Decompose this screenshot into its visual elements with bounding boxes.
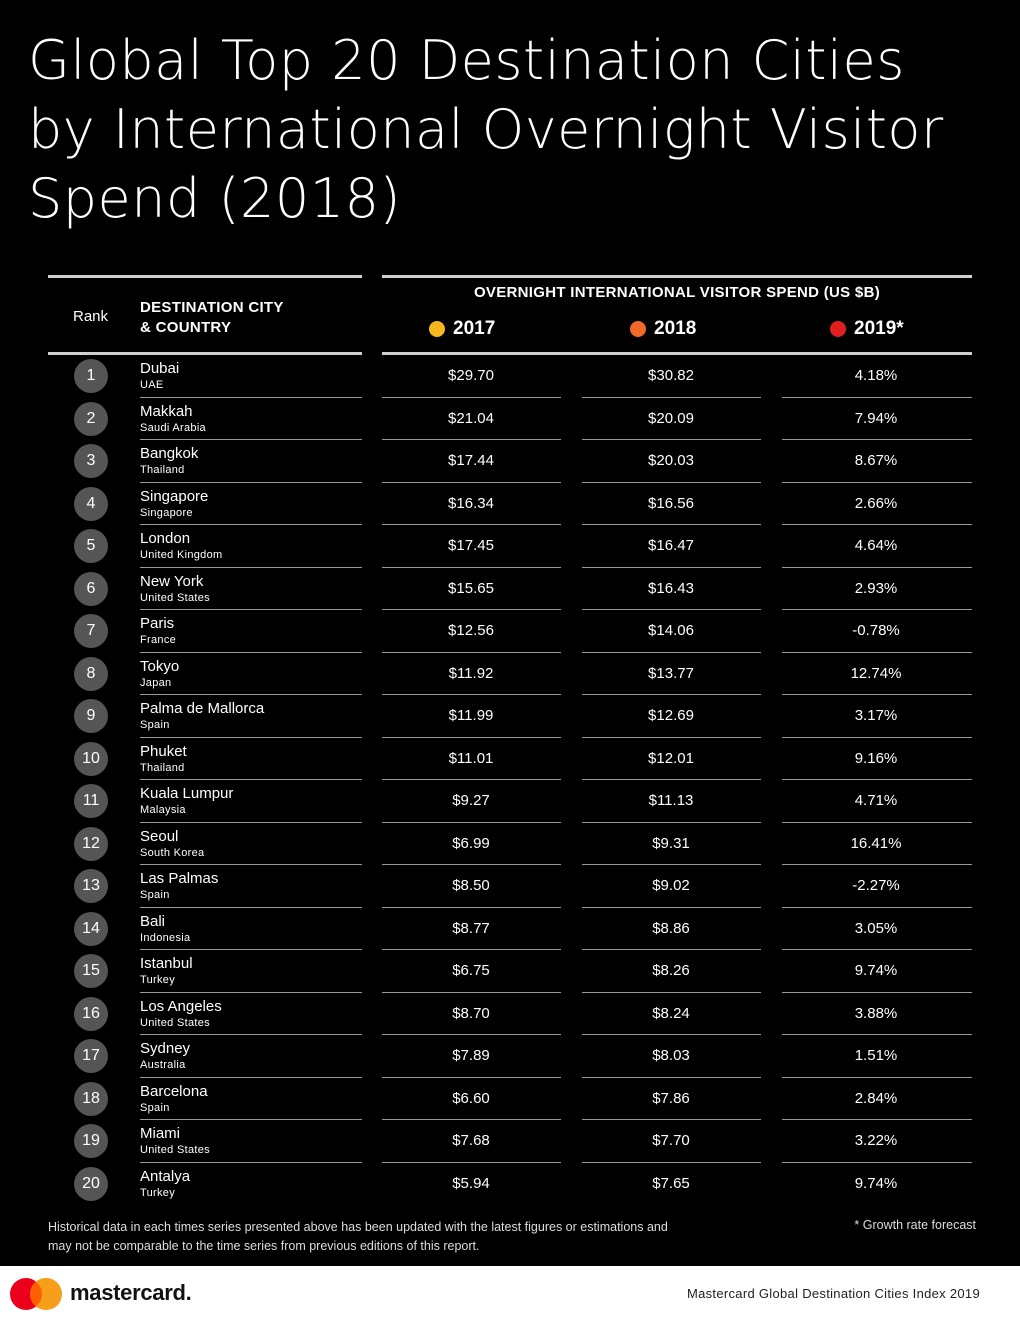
- country-name: South Korea: [140, 846, 205, 859]
- page-title: [28, 26, 988, 233]
- city-name: Kuala Lumpur: [140, 785, 234, 803]
- city-name: Bangkok: [140, 445, 199, 463]
- rank-badge: 5: [74, 529, 108, 563]
- value-v2019: 4.71%: [854, 792, 898, 810]
- row-divider: [582, 822, 761, 823]
- city-name: Paris: [140, 615, 175, 633]
- header-rule-right: [382, 275, 972, 278]
- row-divider: [582, 737, 761, 738]
- country-name: Singapore: [140, 506, 193, 519]
- year-2019-label: 2019*: [854, 318, 904, 339]
- rank-badge: 13: [74, 869, 108, 903]
- dot-2018-icon: [630, 321, 646, 337]
- city-name: Istanbul: [140, 955, 193, 973]
- rank-badge: 16: [74, 997, 108, 1031]
- value-v2018: $30.82: [648, 367, 694, 385]
- value-v2018: $16.56: [648, 494, 694, 512]
- row-divider: [582, 949, 761, 950]
- value-v2019: 3.22%: [854, 1132, 898, 1150]
- value-v2017: $6.60: [452, 1089, 490, 1107]
- row-divider: [382, 439, 561, 440]
- row-divider: [582, 524, 761, 525]
- value-v2019: 4.64%: [854, 537, 898, 555]
- country-name: Japan: [140, 676, 172, 689]
- value-v2017: $15.65: [448, 579, 494, 597]
- city-name: Seoul: [140, 827, 179, 845]
- value-v2017: $29.70: [448, 367, 494, 385]
- city-name: Palma de Mallorca: [140, 700, 265, 718]
- value-v2017: $12.56: [448, 622, 494, 640]
- destination-header-line-2: & COUNTRY: [140, 319, 232, 336]
- value-v2017: $5.94: [452, 1174, 490, 1192]
- value-v2017: $9.27: [452, 792, 490, 810]
- row-divider: [382, 609, 561, 610]
- rank-badge: 1: [74, 359, 108, 393]
- rank-badge: 7: [74, 614, 108, 648]
- value-v2019: 2.84%: [854, 1089, 898, 1107]
- row-divider: [140, 652, 362, 653]
- row-divider: [140, 737, 362, 738]
- country-name: United States: [140, 1016, 210, 1029]
- city-name: Las Palmas: [140, 870, 219, 888]
- city-name: Dubai: [140, 360, 180, 378]
- row-divider: [382, 907, 561, 908]
- value-v2019: 2.66%: [854, 494, 898, 512]
- row-divider: [140, 524, 362, 525]
- year-2019-header: [830, 318, 904, 340]
- mastercard-wordmark: mastercard.: [70, 1280, 192, 1305]
- row-divider: [382, 822, 561, 823]
- row-divider: [582, 397, 761, 398]
- value-v2017: $6.99: [452, 834, 490, 852]
- value-v2019: 4.18%: [854, 367, 898, 385]
- row-divider: [582, 439, 761, 440]
- row-divider: [140, 567, 362, 568]
- footer-bar: [0, 1266, 1020, 1320]
- row-divider: [382, 1034, 561, 1035]
- value-v2018: $11.13: [648, 792, 694, 810]
- row-divider: [582, 652, 761, 653]
- country-name: United States: [140, 1144, 210, 1157]
- value-v2017: $21.04: [448, 409, 494, 427]
- row-divider: [382, 949, 561, 950]
- row-divider: [782, 609, 972, 610]
- city-name: New York: [140, 572, 204, 590]
- value-v2019: 3.88%: [854, 1004, 898, 1022]
- year-2018-label: 2018: [654, 318, 697, 339]
- mastercard-logo-icon: [9, 1277, 63, 1311]
- row-divider: [582, 1034, 761, 1035]
- value-v2017: $7.89: [452, 1047, 490, 1065]
- year-2017-label: 2017: [453, 318, 496, 339]
- row-divider: [582, 482, 761, 483]
- value-v2017: $11.01: [448, 749, 494, 767]
- value-v2019: 7.94%: [854, 409, 898, 427]
- value-v2018: $8.24: [652, 1004, 690, 1022]
- title-line-2: by International Overnight Visitor: [28, 98, 944, 161]
- row-divider: [782, 1162, 972, 1163]
- row-divider: [382, 1077, 561, 1078]
- country-name: Thailand: [140, 464, 185, 477]
- rank-badge: 11: [74, 784, 108, 818]
- row-divider: [582, 694, 761, 695]
- row-divider: [140, 779, 362, 780]
- country-name: Australia: [140, 1059, 186, 1072]
- row-divider: [782, 779, 972, 780]
- year-2017-header: [429, 318, 495, 340]
- rank-badge: 8: [74, 657, 108, 691]
- row-divider: [582, 1162, 761, 1163]
- row-divider: [582, 992, 761, 993]
- row-divider: [782, 694, 972, 695]
- rank-badge: 2: [74, 402, 108, 436]
- value-v2018: $8.86: [652, 919, 690, 937]
- rank-badge: 15: [74, 954, 108, 988]
- row-divider: [782, 864, 972, 865]
- country-name: United States: [140, 591, 210, 604]
- city-name: Los Angeles: [140, 997, 222, 1015]
- rank-badge: 3: [74, 444, 108, 478]
- row-divider: [140, 482, 362, 483]
- row-divider: [140, 609, 362, 610]
- row-divider: [582, 864, 761, 865]
- city-name: Phuket: [140, 742, 187, 760]
- city-name: Miami: [140, 1125, 180, 1143]
- rank-badge: 18: [74, 1082, 108, 1116]
- value-v2019: -0.78%: [852, 622, 900, 640]
- city-name: Barcelona: [140, 1082, 208, 1100]
- rank-badge: 10: [74, 742, 108, 776]
- header-rule-left: [48, 275, 362, 278]
- row-divider: [140, 864, 362, 865]
- row-divider: [782, 822, 972, 823]
- row-divider: [782, 949, 972, 950]
- dot-2019-icon: [830, 321, 846, 337]
- value-v2019: 9.74%: [854, 962, 898, 980]
- city-name: Singapore: [140, 487, 209, 505]
- title-line-3: Spend (2018): [28, 167, 402, 230]
- value-v2018: $12.69: [648, 707, 694, 725]
- country-name: Malaysia: [140, 804, 186, 817]
- value-v2017: $11.99: [448, 707, 494, 725]
- value-v2019: 2.93%: [854, 579, 898, 597]
- row-divider: [140, 822, 362, 823]
- row-divider: [140, 694, 362, 695]
- value-v2018: $12.01: [648, 749, 694, 767]
- subheader-rule-right: [382, 352, 972, 355]
- row-divider: [140, 1119, 362, 1120]
- row-divider: [382, 737, 561, 738]
- city-name: Tokyo: [140, 657, 180, 675]
- value-v2017: $16.34: [448, 494, 494, 512]
- value-v2019: 9.74%: [854, 1174, 898, 1192]
- country-name: France: [140, 634, 177, 647]
- row-divider: [582, 907, 761, 908]
- value-v2017: $6.75: [452, 962, 490, 980]
- value-v2018: $8.03: [652, 1047, 690, 1065]
- country-name: Thailand: [140, 761, 185, 774]
- row-divider: [140, 397, 362, 398]
- row-divider: [382, 567, 561, 568]
- city-name: London: [140, 530, 191, 548]
- row-divider: [782, 524, 972, 525]
- dot-2017-icon: [429, 321, 445, 337]
- value-v2018: $13.77: [648, 664, 694, 682]
- value-v2019: 12.74%: [850, 664, 902, 682]
- country-name: Indonesia: [140, 931, 191, 944]
- value-v2019: 8.67%: [854, 452, 898, 470]
- row-divider: [382, 864, 561, 865]
- value-v2018: $16.43: [648, 579, 694, 597]
- forecast-note: * Growth rate forecast: [854, 1218, 976, 1232]
- value-v2018: $16.47: [648, 537, 694, 555]
- row-divider: [140, 1077, 362, 1078]
- value-v2018: $20.09: [648, 409, 694, 427]
- title-line-1: Global Top 20 Destination Cities: [28, 29, 905, 92]
- value-v2017: $17.45: [448, 537, 494, 555]
- rank-badge: 14: [74, 912, 108, 946]
- value-v2018: $7.65: [652, 1174, 690, 1192]
- country-name: United Kingdom: [140, 549, 223, 562]
- row-divider: [782, 439, 972, 440]
- value-v2018: $7.70: [652, 1132, 690, 1150]
- value-v2017: $11.92: [448, 664, 494, 682]
- row-divider: [582, 609, 761, 610]
- destination-header-line-1: DESTINATION CITY: [140, 299, 284, 316]
- row-divider: [382, 482, 561, 483]
- destination-header: [140, 298, 284, 338]
- row-divider: [782, 1119, 972, 1120]
- row-divider: [140, 949, 362, 950]
- row-divider: [782, 652, 972, 653]
- row-divider: [140, 992, 362, 993]
- value-v2017: $8.50: [452, 877, 490, 895]
- spend-group-header: OVERNIGHT INTERNATIONAL VISITOR SPEND (US $B): [473, 284, 881, 301]
- row-divider: [382, 652, 561, 653]
- value-v2017: $17.44: [448, 452, 494, 470]
- country-name: Saudi Arabia: [140, 421, 206, 434]
- row-divider: [782, 482, 972, 483]
- row-divider: [782, 907, 972, 908]
- city-name: Sydney: [140, 1040, 191, 1058]
- value-v2017: $7.68: [452, 1132, 490, 1150]
- row-divider: [582, 567, 761, 568]
- country-name: UAE: [140, 379, 164, 392]
- value-v2017: $8.70: [452, 1004, 490, 1022]
- country-name: Turkey: [140, 974, 176, 987]
- country-name: Turkey: [140, 1186, 176, 1199]
- footnote: Historical data in each times series presented above has been updated with the latest figures or estimations and may not be comparable to the time series from previous editions of this report.: [48, 1220, 668, 1253]
- row-divider: [782, 1077, 972, 1078]
- value-v2019: 9.16%: [854, 749, 898, 767]
- row-divider: [782, 1034, 972, 1035]
- row-divider: [382, 524, 561, 525]
- value-v2019: 3.17%: [854, 707, 898, 725]
- row-divider: [382, 1119, 561, 1120]
- row-divider: [382, 779, 561, 780]
- city-name: Bali: [140, 912, 166, 930]
- row-divider: [140, 1162, 362, 1163]
- country-name: Spain: [140, 719, 170, 732]
- row-divider: [140, 907, 362, 908]
- source-label: Mastercard Global Destination Cities Index 2019: [686, 1286, 980, 1301]
- row-divider: [382, 1162, 561, 1163]
- city-name: Antalya: [140, 1167, 191, 1185]
- rank-badge: 17: [74, 1039, 108, 1073]
- value-v2018: $14.06: [648, 622, 694, 640]
- country-name: Spain: [140, 889, 170, 902]
- country-name: Spain: [140, 1101, 170, 1114]
- value-v2018: $9.31: [652, 834, 690, 852]
- rank-header: Rank: [73, 308, 109, 325]
- value-v2019: 3.05%: [854, 919, 898, 937]
- row-divider: [782, 737, 972, 738]
- row-divider: [782, 992, 972, 993]
- rank-badge: 12: [74, 827, 108, 861]
- value-v2019: 16.41%: [850, 834, 902, 852]
- row-divider: [582, 779, 761, 780]
- row-divider: [382, 992, 561, 993]
- value-v2019: -2.27%: [852, 877, 900, 895]
- value-v2018: $9.02: [652, 877, 690, 895]
- value-v2017: $8.77: [452, 919, 490, 937]
- rank-badge: 9: [74, 699, 108, 733]
- row-divider: [582, 1119, 761, 1120]
- rank-badge: 4: [74, 487, 108, 521]
- city-name: Makkah: [140, 402, 193, 420]
- row-divider: [782, 567, 972, 568]
- rank-badge: 20: [74, 1167, 108, 1201]
- value-v2018: $8.26: [652, 962, 690, 980]
- row-divider: [382, 694, 561, 695]
- subheader-rule-left: [48, 352, 362, 355]
- row-divider: [382, 397, 561, 398]
- value-v2019: 1.51%: [854, 1047, 898, 1065]
- rank-badge: 6: [74, 572, 108, 606]
- row-divider: [140, 1034, 362, 1035]
- year-2018-header: [630, 318, 696, 340]
- row-divider: [140, 439, 362, 440]
- row-divider: [582, 1077, 761, 1078]
- value-v2018: $20.03: [648, 452, 694, 470]
- row-divider: [782, 397, 972, 398]
- value-v2018: $7.86: [652, 1089, 690, 1107]
- rank-badge: 19: [74, 1124, 108, 1158]
